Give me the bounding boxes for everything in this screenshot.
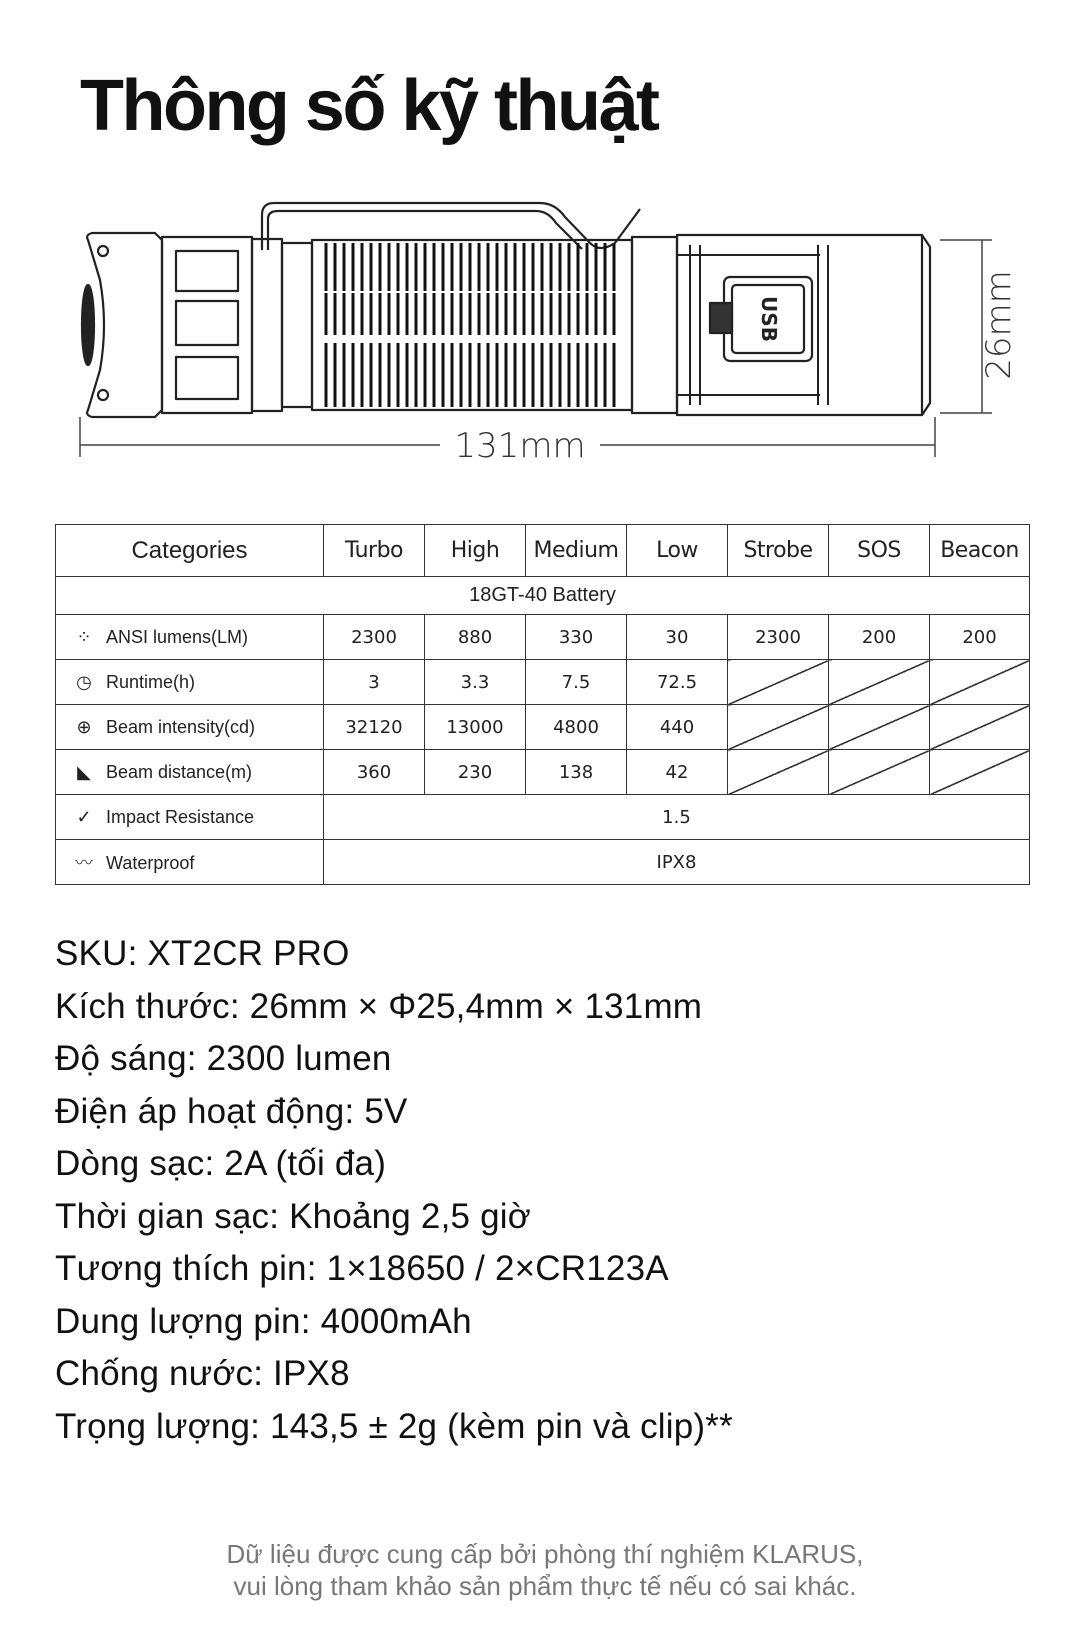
spec-line: Kích thước: 26mm × Φ25,4mm × 131mm bbox=[55, 986, 703, 1026]
mode-header: Beacon bbox=[930, 525, 1030, 577]
table-cell: 2300 bbox=[728, 615, 829, 660]
flashlight-diagram bbox=[0, 195, 1080, 475]
table-row bbox=[56, 795, 1030, 840]
table-cell: 72.5 bbox=[627, 660, 728, 705]
row-label: Waterproof bbox=[106, 853, 195, 873]
mode-header: High bbox=[425, 525, 526, 577]
spec-line: Chống nước: IPX8 bbox=[55, 1354, 350, 1393]
na-cell bbox=[930, 750, 1030, 795]
row-label: Beam distance(m) bbox=[106, 761, 253, 782]
table-cell: 360 bbox=[324, 750, 425, 795]
body-fins bbox=[326, 243, 614, 407]
row-label: Impact Resistance bbox=[106, 806, 255, 827]
table-row bbox=[56, 750, 1030, 795]
mode-header: Strobe bbox=[728, 525, 829, 577]
mode-header: Medium bbox=[526, 525, 627, 577]
mode-header: Turbo bbox=[324, 525, 425, 577]
row-label: Beam intensity(cd) bbox=[106, 716, 256, 737]
categories-header: Categories bbox=[56, 525, 324, 577]
mode-header: SOS bbox=[829, 525, 930, 577]
table-header-row bbox=[56, 525, 1030, 577]
na-cell bbox=[829, 750, 930, 795]
usb-label: USB bbox=[757, 296, 781, 342]
table-cell: 200 bbox=[829, 615, 930, 660]
table-cell: 880 bbox=[425, 615, 526, 660]
table-cell: 7.5 bbox=[526, 660, 627, 705]
spec-line: Trọng lượng: 143,5 ± 2g (kèm pin và clip)** bbox=[55, 1406, 733, 1446]
spec-line: Tương thích pin: 1×18650 / 2×CR123A bbox=[55, 1249, 669, 1288]
battery-label: 18GT-40 Battery bbox=[56, 577, 1030, 615]
spec-line: SKU: XT2CR PRO bbox=[55, 934, 350, 973]
water-icon: 〰 bbox=[75, 853, 93, 873]
na-cell bbox=[728, 750, 829, 795]
page-title: Thông số kỹ thuật bbox=[80, 66, 658, 146]
beam-icon: ◣ bbox=[77, 761, 91, 782]
table-cell: 330 bbox=[526, 615, 627, 660]
mode-header: Low bbox=[627, 525, 728, 577]
table-row bbox=[56, 660, 1030, 705]
row-label: Runtime(h) bbox=[106, 671, 196, 692]
spec-line: Thời gian sạc: Khoảng 2,5 giờ bbox=[55, 1196, 531, 1236]
merged-cell: IPX8 bbox=[324, 840, 1030, 885]
table-cell: 2300 bbox=[324, 615, 425, 660]
footnote-line: vui lòng tham khảo sản phẩm thực tế nếu có sai khác. bbox=[233, 1571, 857, 1601]
spec-line: Điện áp hoạt động: 5V bbox=[55, 1091, 408, 1131]
spec-table bbox=[55, 524, 1030, 885]
crosshair-icon: ⊕ bbox=[76, 716, 92, 737]
spec-line: Dòng sạc: 2A (tối đa) bbox=[55, 1144, 387, 1183]
tail-grooves bbox=[677, 245, 828, 405]
table-cell: 42 bbox=[627, 750, 728, 795]
table-row bbox=[56, 705, 1030, 750]
na-cell bbox=[728, 705, 829, 750]
table-cell: 3.3 bbox=[425, 660, 526, 705]
length-label: 131mm bbox=[454, 426, 586, 466]
table-cell: 13000 bbox=[425, 705, 526, 750]
sparkle-icon: ⁘ bbox=[76, 626, 92, 647]
merged-cell: 1.5 bbox=[324, 795, 1030, 840]
na-cell bbox=[930, 705, 1030, 750]
spec-line: Dung lượng pin: 4000mAh bbox=[55, 1301, 472, 1341]
table-row bbox=[56, 615, 1030, 660]
na-cell bbox=[829, 660, 930, 705]
impact-icon: ✓ bbox=[76, 806, 92, 827]
spec-line: Độ sáng: 2300 lumen bbox=[55, 1039, 392, 1078]
table-cell: 30 bbox=[627, 615, 728, 660]
footnote bbox=[0, 1538, 1080, 1602]
body-tube bbox=[312, 240, 632, 410]
table-cell: 32120 bbox=[324, 705, 425, 750]
table-cell: 230 bbox=[425, 750, 526, 795]
table-cell: 4800 bbox=[526, 705, 627, 750]
na-cell bbox=[930, 660, 1030, 705]
table-cell: 200 bbox=[930, 615, 1030, 660]
table-cell: 138 bbox=[526, 750, 627, 795]
clock-icon: ◷ bbox=[76, 671, 92, 692]
spec-list bbox=[55, 928, 733, 1453]
na-cell bbox=[728, 660, 829, 705]
table-row bbox=[56, 840, 1030, 885]
row-label: ANSI lumens(LM) bbox=[106, 626, 249, 647]
head-bezel bbox=[87, 233, 162, 417]
diameter-label: 26mm bbox=[979, 270, 1019, 380]
table-cell: 3 bbox=[324, 660, 425, 705]
na-cell bbox=[829, 705, 930, 750]
table-cell: 440 bbox=[627, 705, 728, 750]
footnote-line: Dữ liệu được cung cấp bởi phòng thí nghiệm KLARUS, bbox=[226, 1539, 864, 1569]
battery-row bbox=[56, 577, 1030, 615]
